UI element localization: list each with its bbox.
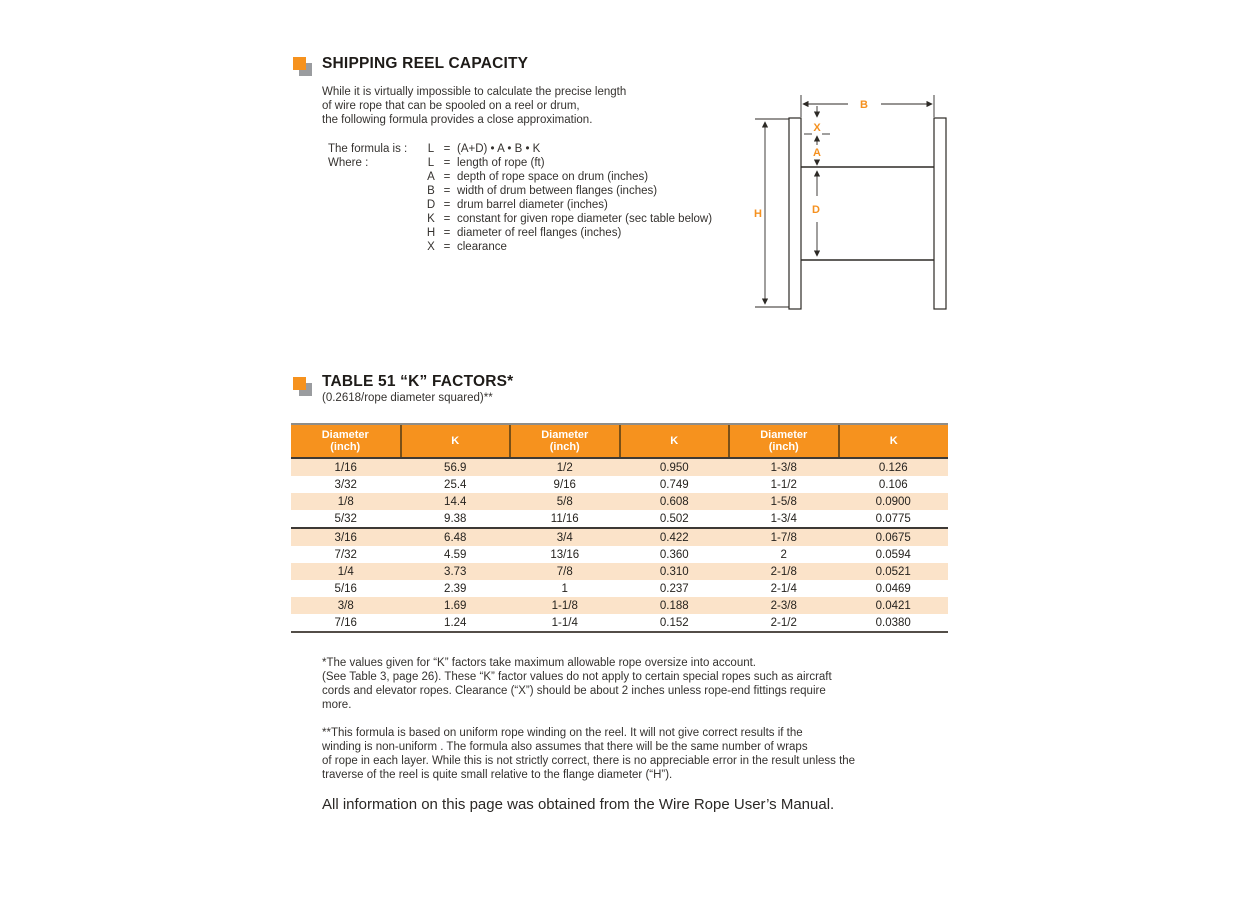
formula-row-label — [328, 226, 424, 240]
formula-equals: = — [443, 227, 451, 239]
intro-paragraph — [322, 85, 626, 127]
diameter-cell: 1-5/8 — [770, 495, 797, 508]
formula-definition: depth of rope space on drum (inches) — [457, 171, 649, 183]
k-cell: 3.73 — [444, 565, 467, 578]
label-h: H — [754, 208, 762, 220]
k-cell: 0.749 — [659, 478, 689, 491]
table-header-cell — [839, 424, 949, 458]
k-cell: 0.360 — [659, 548, 689, 561]
k-cell: 0.237 — [659, 582, 689, 595]
formula-definition: clearance — [457, 241, 507, 253]
table-row — [291, 458, 948, 476]
formula-variable: K — [427, 213, 435, 225]
formula-row — [328, 240, 712, 254]
header-line-2: (inch) — [768, 441, 799, 453]
table-row — [291, 528, 948, 546]
diameter-cell: 9/16 — [553, 478, 576, 491]
k-cell: 0.0594 — [875, 548, 911, 561]
diameter-cell: 1/2 — [556, 461, 573, 474]
formula-row-label — [328, 198, 424, 212]
diameter-cell: 1/8 — [337, 495, 354, 508]
formula-definition: (A+D) • A • B • K — [457, 143, 541, 155]
k-cell: 0.0380 — [839, 614, 949, 632]
formula-equals: = — [443, 143, 451, 155]
diameter-cell: 7/16 — [291, 614, 401, 632]
k-cell: 0.502 — [620, 510, 730, 528]
header-line-1: K — [451, 434, 460, 447]
table-row — [291, 476, 948, 493]
diameter-cell: 2 — [780, 548, 787, 561]
formula-row — [328, 198, 712, 212]
diameter-cell: 1-7/8 — [770, 531, 797, 544]
section-bullet-icon — [293, 57, 319, 83]
k-cell: 0.126 — [878, 461, 908, 474]
footnote-line: **This formula is based on uniform rope winding on the reel. It will not give correct results if the — [322, 727, 803, 739]
k-cell: 1.69 — [444, 599, 467, 612]
table-header-cell — [620, 424, 730, 458]
table-header-row — [291, 424, 948, 458]
formula-row-label: The formula is : — [328, 143, 408, 155]
formula-row-label — [328, 184, 424, 198]
diameter-cell: 3/32 — [334, 478, 357, 491]
bullet-orange-square — [293, 377, 306, 390]
k-cell: 56.9 — [444, 461, 467, 474]
header-line-1: K — [889, 434, 898, 447]
table-row — [291, 580, 948, 597]
k-cell: 2.39 — [444, 582, 467, 595]
shipping-reel-capacity-title: SHIPPING REEL CAPACITY — [322, 55, 529, 72]
diameter-cell: 2-3/8 — [770, 599, 797, 612]
label-x: X — [813, 122, 821, 134]
table-51-title: TABLE 51 “K” FACTORS* — [322, 373, 514, 390]
formula-equals: = — [443, 199, 451, 211]
diameter-cell: 1/4 — [337, 565, 354, 578]
k-cell: 0.950 — [659, 461, 689, 474]
diameter-cell: 2-1/8 — [770, 565, 797, 578]
label-d: D — [812, 204, 820, 216]
diameter-cell: 13/16 — [550, 548, 580, 561]
table-header-cell — [510, 424, 620, 458]
diameter-cell: 3/16 — [334, 531, 357, 544]
k-cell: 0.0521 — [875, 565, 911, 578]
footnote-line: winding is non-uniform . The formula also assumes that there will be the same number of wraps — [322, 741, 808, 753]
footnote-k-values — [322, 656, 832, 712]
diameter-cell: 5/8 — [556, 495, 573, 508]
k-cell: 0.188 — [659, 599, 689, 612]
k-cell: 1.24 — [401, 614, 511, 632]
header-line-1: K — [670, 434, 679, 447]
header-line-2: (inch) — [549, 441, 580, 453]
k-cell: 0.0421 — [875, 599, 911, 612]
diameter-cell: 1-1/8 — [551, 599, 578, 612]
footnote-line: of rope in each layer. While this is not strictly correct, there is no appreciable error in the result unless the — [322, 755, 856, 767]
formula-variable: X — [427, 241, 435, 253]
footnote-line: (See Table 3, page 26). These “K” factor values do not apply to certain special ropes such as aircraft — [322, 671, 832, 683]
label-b: B — [860, 99, 868, 111]
k-cell: 6.48 — [444, 531, 467, 544]
section-bullet-icon — [293, 377, 319, 403]
k-cell: 9.38 — [401, 510, 511, 528]
right-flange — [934, 118, 946, 309]
header-line-1: Diameter — [760, 428, 808, 441]
k-cell: 0.152 — [620, 614, 730, 632]
left-flange — [789, 118, 801, 309]
diameter-cell: 5/32 — [291, 510, 401, 528]
diameter-cell: 1-1/2 — [770, 478, 797, 491]
formula-row — [328, 212, 712, 226]
diameter-cell: 1/16 — [334, 461, 357, 474]
diameter-cell: 1 — [561, 582, 568, 595]
k-cell: 0.0469 — [875, 582, 911, 595]
formula-equals: = — [443, 241, 451, 253]
footnote-formula — [322, 726, 855, 782]
footnote-line: cords and elevator ropes. Clearance (“X”) should be about 2 inches unless rope-end fittings require — [322, 685, 826, 697]
table-row — [291, 597, 948, 614]
formula-row-label — [328, 212, 424, 226]
formula-variable: B — [427, 185, 435, 197]
formula-row-label — [328, 240, 424, 254]
k-factors-table-body — [291, 458, 948, 632]
diameter-cell: 2-1/2 — [729, 614, 839, 632]
k-factors-table — [291, 423, 948, 633]
diameter-cell: 5/16 — [334, 582, 357, 595]
formula-variable: D — [426, 199, 436, 211]
k-cell: 25.4 — [444, 478, 467, 491]
table-row — [291, 563, 948, 580]
k-cell: 0.0675 — [875, 531, 911, 544]
table-row — [291, 614, 948, 632]
table-row — [291, 493, 948, 510]
table-row — [291, 546, 948, 563]
bullet-orange-square — [293, 57, 306, 70]
k-cell: 0.0900 — [875, 495, 911, 508]
formula-definition: length of rope (ft) — [457, 157, 545, 169]
footnote-line: *The values given for “K” factors take maximum allowable rope oversize into account. — [322, 657, 757, 669]
source-attribution: All information on this page was obtained from the Wire Rope User’s Manual. — [322, 796, 835, 813]
formula-definition: drum barrel diameter (inches) — [457, 199, 608, 211]
k-cell: 0.106 — [878, 478, 908, 491]
diameter-cell: 3/4 — [556, 531, 573, 544]
k-factors-table-header — [291, 424, 948, 458]
formula-equals: = — [443, 157, 451, 169]
diameter-cell: 1-3/8 — [770, 461, 797, 474]
intro-line: the following formula provides a close approximation. — [322, 114, 593, 126]
formula-definition: width of drum between flanges (inches) — [457, 185, 658, 197]
label-a: A — [813, 147, 821, 159]
formula-row-label — [328, 170, 424, 184]
table-header-cell — [401, 424, 511, 458]
table-51-subtitle: (0.2618/rope diameter squared)** — [322, 392, 493, 404]
formula-row-label: Where : — [328, 157, 369, 169]
formula-equals: = — [443, 185, 451, 197]
header-line-2: (inch) — [330, 441, 361, 453]
k-cell: 14.4 — [444, 495, 467, 508]
footnote-line: traverse of the reel is quite small relative to the flange diameter (“H”). — [322, 769, 673, 781]
diameter-cell: 1-1/4 — [510, 614, 620, 632]
formula-variable: A — [427, 171, 435, 183]
footnote-line: more. — [322, 699, 352, 711]
diameter-cell: 7/32 — [334, 548, 357, 561]
k-cell: 0.422 — [659, 531, 689, 544]
formula-variable: L — [427, 143, 435, 155]
intro-line: While it is virtually impossible to calculate the precise length — [322, 86, 627, 98]
formula-definition: diameter of reel flanges (inches) — [457, 227, 622, 239]
table-header-cell — [729, 424, 839, 458]
formula-equals: = — [443, 171, 451, 183]
formula-row — [328, 170, 712, 184]
k-cell: 4.59 — [444, 548, 467, 561]
diameter-cell: 3/8 — [337, 599, 354, 612]
table-header-cell — [291, 424, 401, 458]
formula-row — [328, 156, 712, 170]
formula-definition: constant for given rope diameter (sec table below) — [457, 213, 713, 225]
formula-variable: H — [426, 227, 436, 239]
k-cell: 0.310 — [659, 565, 689, 578]
reel-dimension-diagram — [748, 83, 963, 323]
diameter-cell: 2-1/4 — [770, 582, 797, 595]
diameter-cell: 7/8 — [556, 565, 573, 578]
k-cell: 0.0775 — [839, 510, 949, 528]
header-line-1: Diameter — [541, 428, 589, 441]
diameter-cell: 1-3/4 — [729, 510, 839, 528]
formula-row — [328, 184, 712, 198]
table-row — [291, 510, 948, 528]
k-cell: 0.608 — [659, 495, 689, 508]
formula-row — [328, 142, 712, 156]
intro-line: of wire rope that can be spooled on a reel or drum, — [322, 100, 580, 112]
diameter-cell: 11/16 — [510, 510, 620, 528]
formula-variable: L — [427, 157, 435, 169]
formula-row — [328, 226, 712, 240]
header-line-1: Diameter — [321, 428, 369, 441]
formula-equals: = — [443, 213, 451, 225]
formula-block — [328, 142, 712, 254]
